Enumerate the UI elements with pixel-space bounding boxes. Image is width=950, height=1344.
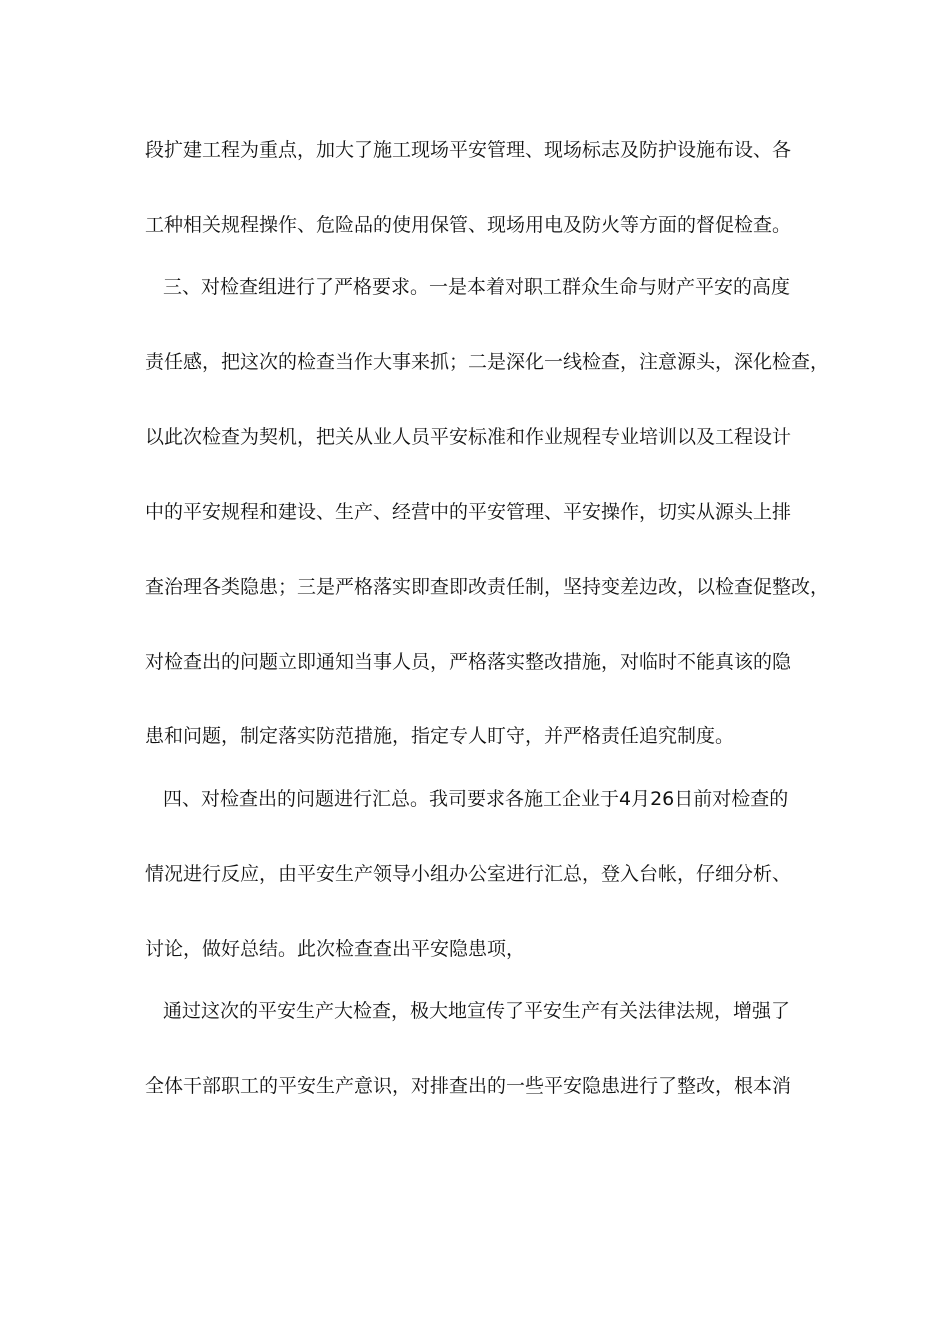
paragraph-line: 患和问题，制定落实防范措施，指定专人盯守，并严格责任追究制度。 [145, 725, 735, 747]
paragraph-line: 情况进行反应，由平安生产领导小组办公室进行汇总，登入台帐，仔细分析、 [145, 863, 792, 885]
paragraph-line: 三、对检查组进行了严格要求。一是本着对职工群众生命与财产平安的高度 [163, 276, 791, 298]
paragraph-line: 查治理各类隐患；三是严格落实即查即改责任制，坚持变差边改，以检查促整改， [145, 576, 830, 598]
paragraph-line: 工种相关规程操作、危险品的使用保管、现场用电及防火等方面的督促检查。 [145, 214, 792, 236]
paragraph-line: 中的平安规程和建设、生产、经营中的平安管理、平安操作，切实从源头上排 [145, 501, 792, 523]
paragraph-line: 对检查出的问题立即通知当事人员，严格落实整改措施，对临时不能真该的隐 [145, 651, 792, 673]
paragraph-line: 以此次检查为契机，把关从业人员平安标准和作业规程专业培训以及工程设计 [145, 426, 792, 448]
paragraph-line: 责任感，把这次的检查当作大事来抓；二是深化一线检查，注意源头，深化检查， [145, 351, 830, 373]
paragraph-line: 全体干部职工的平安生产意识，对排查出的一些平安隐患进行了整改，根本消 [145, 1075, 792, 1097]
paragraph-line: 四、对检查出的问题进行汇总。我司要求各施工企业于4月26日前对检查的 [163, 788, 789, 810]
paragraph-line: 讨论，做好总结。此次检查查出平安隐患项， [145, 938, 526, 960]
paragraph-line: 通过这次的平安生产大检查，极大地宣传了平安生产有关法律法规，增强了 [163, 1000, 791, 1022]
paragraph-line: 段扩建工程为重点，加大了施工现场平安管理、现场标志及防护设施布设、各 [145, 139, 792, 161]
